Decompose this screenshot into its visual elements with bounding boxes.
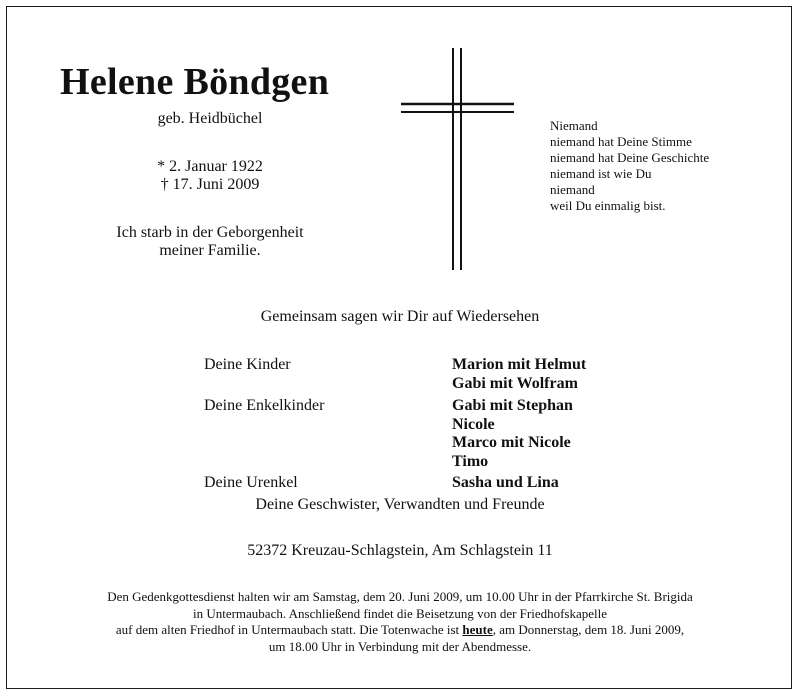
poem-line: niemand hat Deine Geschichte [550,150,710,165]
cross-icon [398,46,518,272]
farewell-text: Gemeinsam sagen wir Dir auf Wiedersehen [260,308,540,325]
death-date: † 17. Juni 2009 [160,176,260,193]
family-member: Gabi mit Stephan [452,397,573,414]
children-list [452,356,586,393]
family-member: Nicole [452,415,495,433]
quote-line-1: Ich starb in der Geborgenheit [116,224,304,241]
poem-line: Niemand [550,118,598,133]
service-line-3-start: auf dem alten Friedhof in Untermaubach statt. Die Totenwache ist [115,622,463,637]
grandchildren-list [452,397,573,471]
birth-date: * 2. Januar 1922 [157,158,263,175]
service-line-3 [0,622,800,639]
maiden-name: geb. Heidbüchel [157,110,263,127]
poem-line: niemand ist wie Du [550,166,652,181]
service-line-3-end: , am Donnerstag, dem 18. Juni 2009, [492,622,685,637]
family-member: Timo [452,452,489,470]
poem-line: niemand [550,182,595,197]
service-line-2: in Untermaubach. Anschließend findet die Beisetzung von der Friedhofskapelle [192,605,608,621]
greatgrandchildren-label: Deine Urenkel [204,474,298,491]
quote-line-2: meiner Familie. [159,242,261,259]
poem [550,118,709,214]
greatgrandchildren-list [452,474,559,493]
service-line-4: um 18.00 Uhr in Verbindung mit der Abendmesse. [268,638,532,654]
family-member: Gabi mit Wolfram [452,374,578,392]
service-line-1: Den Gedenkgottesdienst halten wir am Samstag, dem 20. Juni 2009, um 10.00 Uhr in der Pfarrkirche St. Brigida [107,589,693,604]
family-member: Sasha und Lina [452,474,559,491]
service-details [0,589,800,655]
family-member: Marion mit Helmut [452,356,587,373]
grandchildren-label: Deine Enkelkinder [204,397,325,414]
address: 52372 Kreuzau-Schlagstein, Am Schlagstein 11 [247,542,553,559]
children-label: Deine Kinder [204,356,291,373]
other-relatives: Deine Geschwister, Verwandten und Freunde [255,496,545,513]
deceased-name: Helene Böndgen [60,61,330,103]
poem-line: weil Du einmalig bist. [550,198,666,213]
service-emphasis-today: heute [462,622,493,637]
family-member: Marco mit Nicole [452,434,571,451]
poem-line: niemand hat Deine Stimme [550,134,692,149]
